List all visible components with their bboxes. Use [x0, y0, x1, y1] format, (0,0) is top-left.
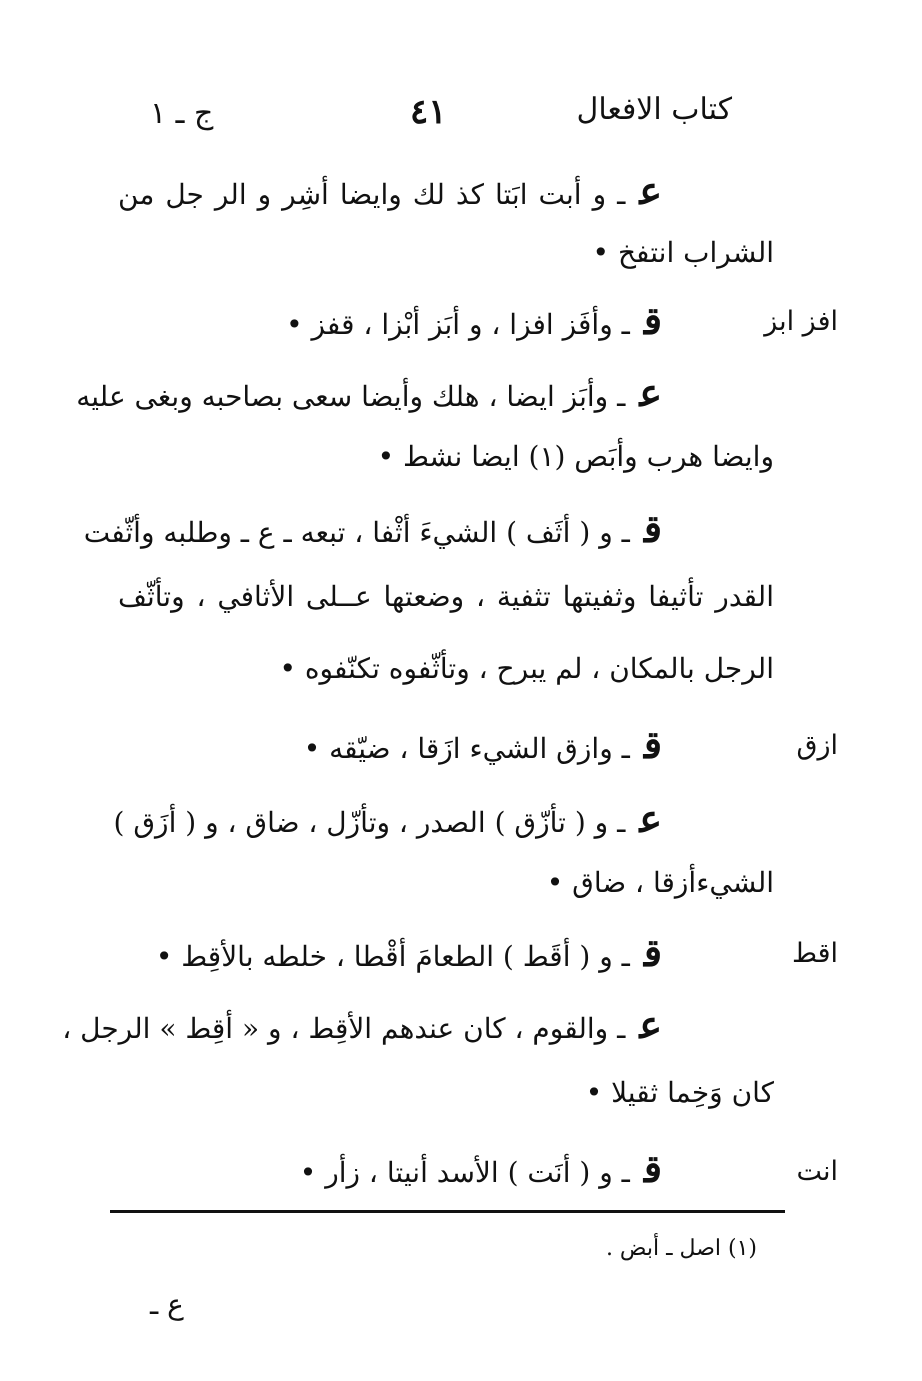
- margin-root-word: ازق: [796, 730, 838, 761]
- text-line: [113, 796, 662, 842]
- text-line: [300, 1146, 662, 1192]
- line-text: ـ و ( تأزّق ) الصدر ، وتأزّل ، ضاق ، و ( أزَق ): [113, 806, 626, 839]
- text-line: [304, 722, 662, 768]
- entry-marker: ع: [639, 370, 662, 415]
- line-text: الشراب انتفخ •: [592, 236, 774, 269]
- text-line: [156, 930, 662, 976]
- margin-root-word: افز ابز: [764, 306, 838, 337]
- entry-marker: ق: [643, 930, 662, 975]
- line-text: القدر تأثيفا وثفيتها تثفية ، وضعتها عــلى الأثافي ، وتأثّف: [118, 580, 774, 613]
- text-line: [118, 580, 774, 614]
- text-line: [378, 440, 774, 474]
- entry-marker: ق: [643, 506, 662, 551]
- line-text: الشيءأزقا ، ضاق •: [546, 866, 774, 899]
- text-line: [118, 168, 662, 214]
- line-text: ـ وازق الشيء ازَقا ، ضيّقه •: [303, 732, 630, 765]
- margin-root-word: انت: [796, 1156, 838, 1187]
- line-text: ـ و أبت ابَتا كذ لك وايضا أشِر و الر جل من: [118, 178, 626, 211]
- catchword: ع ـ: [150, 1288, 184, 1321]
- text-line: [83, 506, 662, 552]
- entry-marker: ع: [639, 796, 662, 841]
- margin-root-word: اقط: [791, 938, 838, 969]
- line-text: ـ و ( أقَط ) الطعامَ أقْطا ، خلطه بالأقِط •: [155, 940, 630, 973]
- entry-marker: ق: [643, 1146, 662, 1191]
- line-text: الرجل بالمكان ، لم يبرح ، وتأثّفوه تكنّفوه •: [279, 652, 774, 685]
- book-title: كتاب الافعال: [576, 92, 732, 127]
- entry-marker: ق: [643, 298, 662, 343]
- text-line: [547, 866, 774, 900]
- line-text: وايضا هرب وأبَص (١) ايضا نشط •: [377, 440, 774, 473]
- page-number: ٤١: [410, 92, 447, 132]
- volume-label: ج ـ ١: [150, 96, 214, 131]
- text-line: [286, 298, 662, 344]
- text-line: [586, 1076, 774, 1110]
- entry-marker: ع: [639, 168, 662, 213]
- footnote-rule: [110, 1210, 785, 1213]
- entry-marker: ع: [639, 1002, 662, 1047]
- entry-marker: ق: [643, 722, 662, 767]
- line-text: ـ و ( أثَف ) الشيءَ أثْفا ، تبعه ـ ع ـ وطلبه وأثّفت: [83, 516, 630, 549]
- text-line: [62, 1002, 662, 1048]
- text-line: [279, 652, 774, 686]
- line-text: ـ والقوم ، كان عندهم الأقِط ، و « أقِط » الرجل ،: [62, 1012, 626, 1045]
- text-line: [593, 236, 774, 270]
- text-line: [76, 370, 662, 416]
- line-text: كان وَخِما ثقيلا •: [585, 1076, 774, 1109]
- line-text: ـ وأفَز افزا ، و أبَز أبْزا ، قفز •: [286, 308, 630, 341]
- line-text: ـ وأبَز ايضا ، هلك وأيضا سعى بصاحبه وبغى عليه: [76, 380, 626, 413]
- line-text: ـ و ( أنَت ) الأسد أنيتا ، زأر •: [299, 1156, 630, 1189]
- footnote: (١) اصل ـ أبض .: [605, 1236, 757, 1261]
